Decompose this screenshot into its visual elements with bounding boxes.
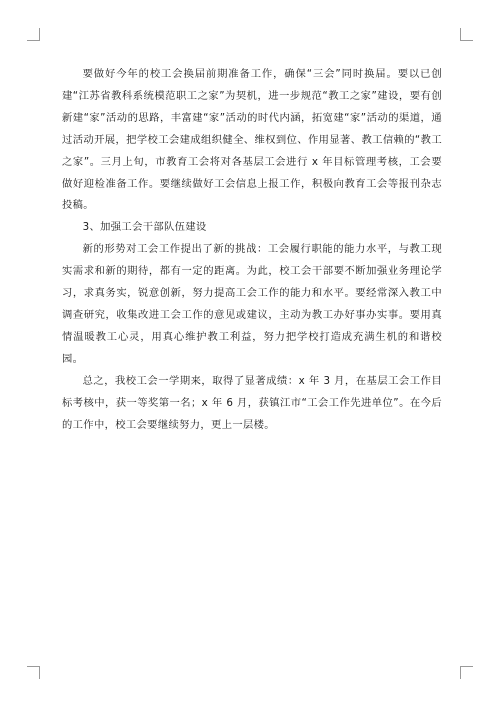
section-heading-cadre-building: 3、加强工会干部队伍建设 xyxy=(82,221,207,234)
crop-mark-top-right xyxy=(460,28,473,41)
paragraph-new-challenges: 新的形势对工会工作提出了新的挑战：工会履行职能的能力水平，与教工现实需求和新的期待，都有一定的距离。为此，校工会干部要不断加强业务理论学习，求真务实，锐意创新，努力提高工会工作的能力和水平。要经常深入教工中调查研究，收集改进工会工作的意见或建议，主动为教工办好事办实事。要用真情温暖教工心灵，用真心维护教工利益，努力把学校打造成充满生机的和谐校园。 xyxy=(62,243,442,365)
paragraph-union-election: 要做好今年的校工会换届前期准备工作，确保“三会”同时换届。要以已创建“江苏省教科系统模范职工之家”为契机，进一步规范“教工之家”建设，要有创新建“家”活动的思路，丰富建“家”活动的时代内涵，拓宽建“家”活动的渠道，通过活动开展，把学校工会建成组织健全、维权到位、作用显著、教工信赖的“教工之家”。三月上旬，市教育工会将对各基层工会进行 x 年目标管理考核，工会要做好迎检准备工作。要继续做好工会信息上报工作，积极向教育工会等报刊杂志投稿。 xyxy=(62,68,442,212)
crop-mark-bottom-left xyxy=(27,666,40,679)
document-body xyxy=(62,64,442,436)
crop-mark-bottom-right xyxy=(460,666,473,679)
crop-mark-top-left xyxy=(27,28,40,41)
paragraph-conclusion: 总之，我校工会一学期来，取得了显著成绩：x 年 3 月，在基层工会工作目标考核中，获一等奖第一名；x 年 6 月，获镇江市“工会工作先进单位”。在今后的工作中，校工会要继续努力，更上一层楼。 xyxy=(62,374,442,431)
